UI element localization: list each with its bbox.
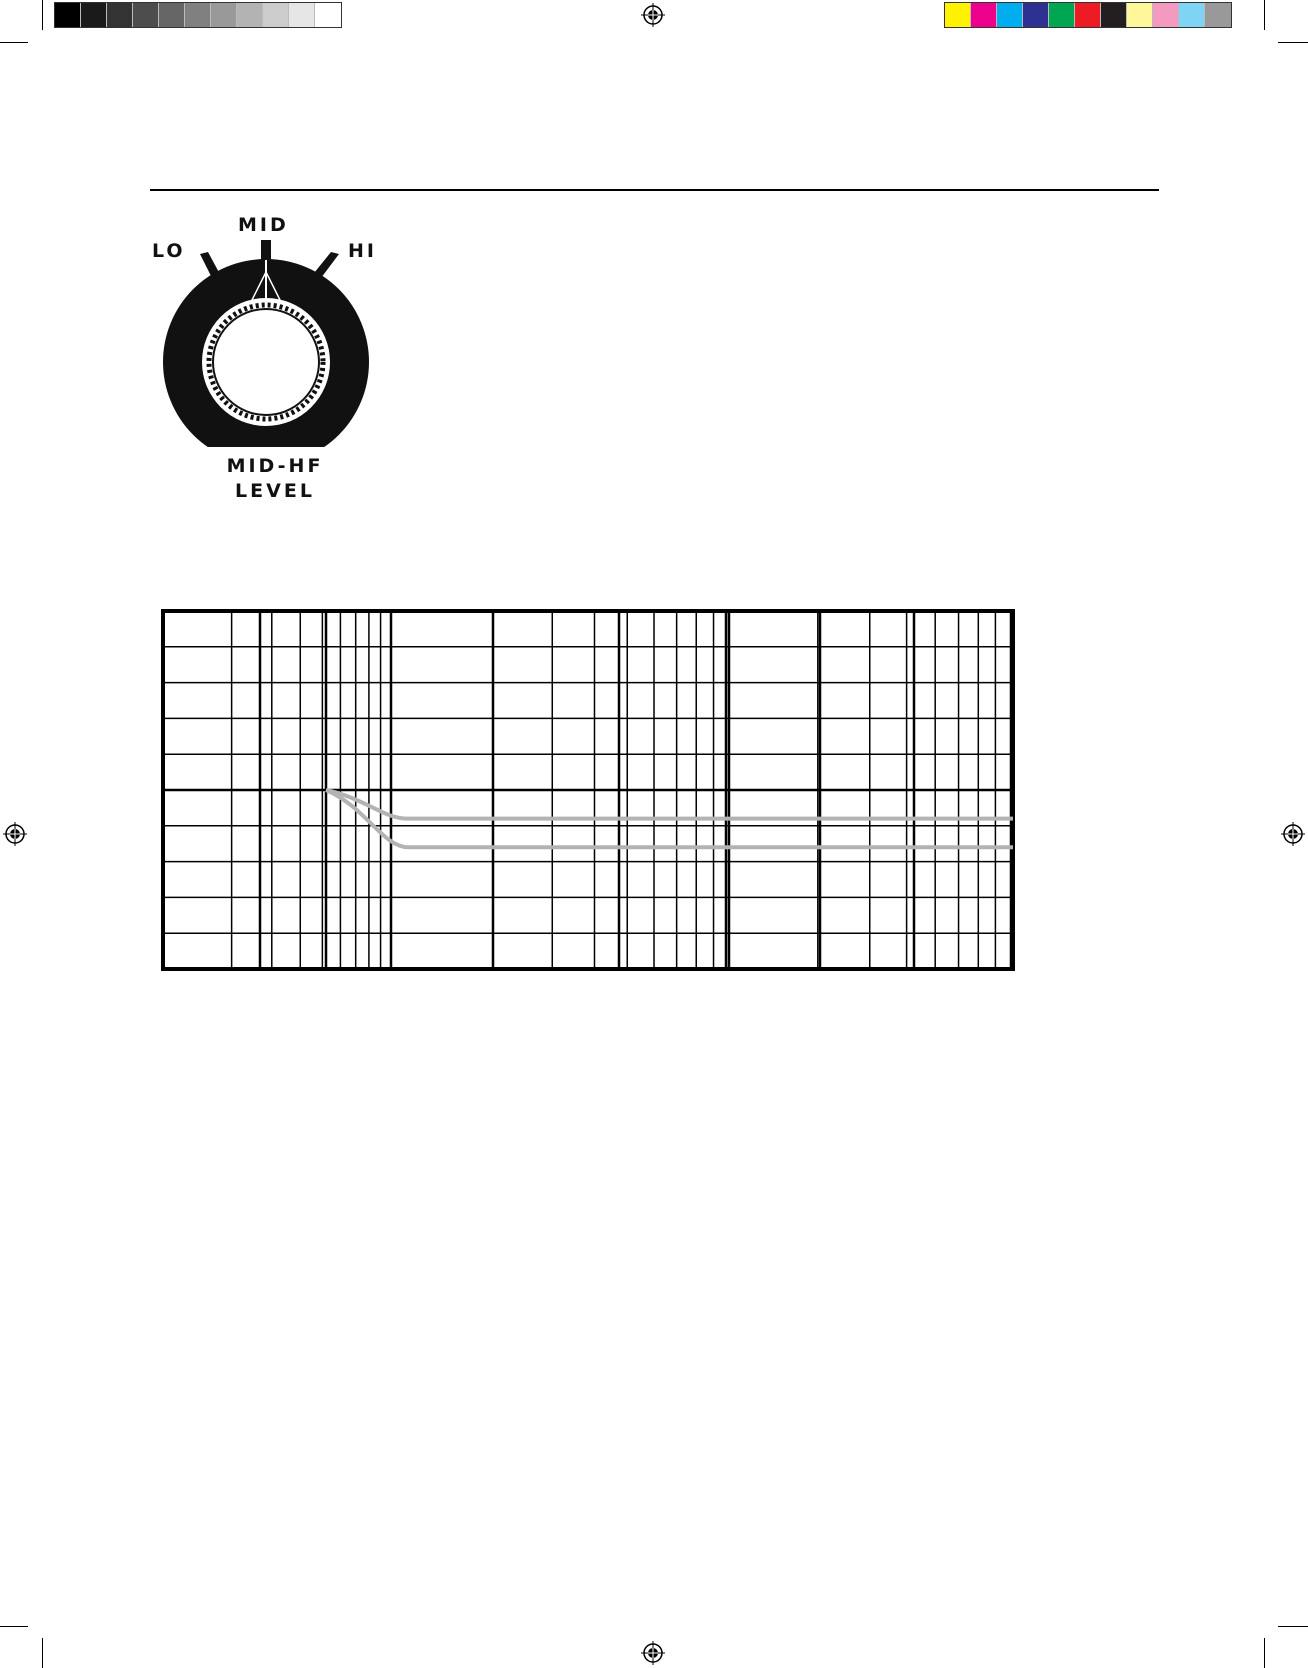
mid-hf-level-knob-figure <box>140 210 400 510</box>
grayscale-swatch <box>211 3 237 27</box>
knob-label-lo: LO <box>152 240 186 262</box>
grayscale-swatch <box>133 3 159 27</box>
grayscale-swatch <box>263 3 289 27</box>
grayscale-swatch <box>289 3 315 27</box>
header-rule <box>150 189 1159 191</box>
color-swatch <box>1101 3 1127 27</box>
crop-mark-bottom-left-h <box>0 1626 28 1627</box>
color-swatch <box>1023 3 1049 27</box>
color-swatch <box>1127 3 1153 27</box>
grayscale-swatch <box>185 3 211 27</box>
registration-mark-icon-left <box>3 822 27 846</box>
crop-mark-bottom-right-h <box>1278 1626 1308 1627</box>
color-swatch <box>971 3 997 27</box>
color-swatch <box>1049 3 1075 27</box>
grayscale-swatch <box>159 3 185 27</box>
knob-label-mid: MID <box>238 214 289 236</box>
color-swatch <box>1075 3 1101 27</box>
knob-caption <box>190 457 360 501</box>
grayscale-swatch <box>107 3 133 27</box>
grayscale-swatch <box>237 3 263 27</box>
grayscale-swatch <box>81 3 107 27</box>
crop-mark-bottom-left-v <box>42 1638 43 1668</box>
crop-mark-top-left-v <box>42 0 43 30</box>
color-swatch <box>1153 3 1179 27</box>
frequency-response-chart <box>160 608 1016 972</box>
crop-mark-top-left-h <box>0 42 28 43</box>
crop-mark-bottom-right-v <box>1264 1638 1265 1668</box>
knob-icon <box>140 210 400 460</box>
knob-caption-line2: LEVEL <box>235 480 315 502</box>
registration-mark-icon-right <box>1281 822 1305 846</box>
grayscale-swatch <box>55 3 81 27</box>
knob-caption-line1: MID-HF <box>226 455 324 477</box>
grayscale-swatch <box>315 3 341 27</box>
color-bar <box>944 2 1232 28</box>
color-swatch <box>1179 3 1205 27</box>
crop-mark-top-right-v <box>1264 0 1265 30</box>
color-swatch <box>945 3 971 27</box>
registration-mark-icon-bottom <box>641 1641 665 1665</box>
chart-series-line <box>326 790 1013 819</box>
grayscale-bar <box>54 2 342 28</box>
crop-mark-top-right-h <box>1278 42 1308 43</box>
color-swatch <box>997 3 1023 27</box>
registration-mark-icon-top <box>641 3 665 27</box>
knob-label-hi: HI <box>348 240 377 262</box>
color-swatch <box>1205 3 1231 27</box>
